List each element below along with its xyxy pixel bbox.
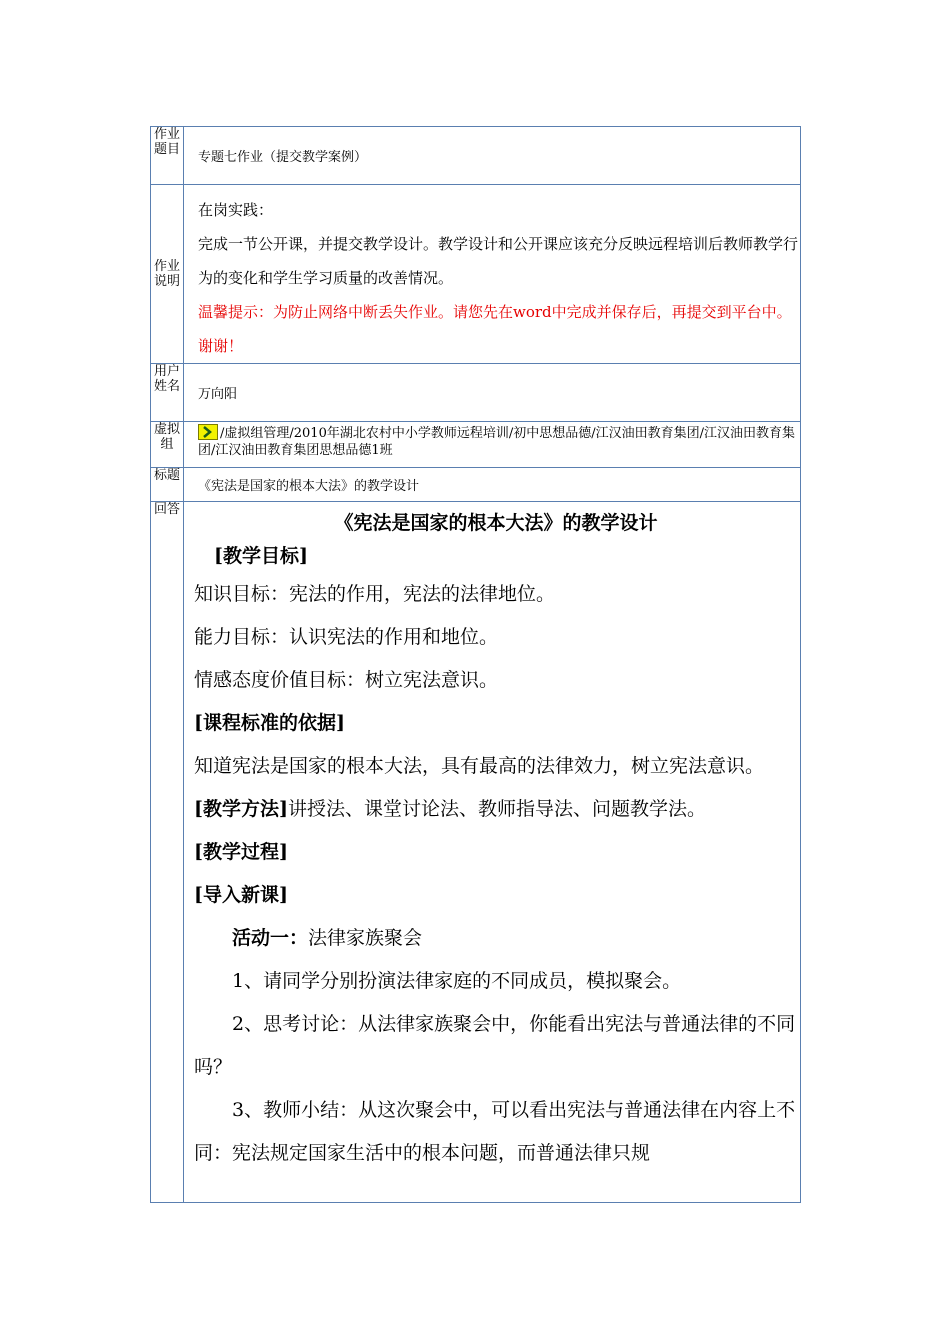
activity-step-1: 1、请同学分别扮演法律家庭的不同成员，模拟聚会。: [232, 970, 682, 992]
lesson-plan-title: 《宪法是国家的根本大法》的教学设计: [334, 512, 658, 534]
teaching-method: [194, 788, 798, 831]
assignment-description-row: [151, 185, 801, 364]
user-name-value: 万向阳: [184, 364, 801, 422]
teaching-method-text: 讲授法、课堂讨论法、教师指导法、问题教学法。: [287, 798, 706, 820]
assignment-title-value: 专题七作业（提交教学案例）: [184, 127, 801, 185]
activity-step-3: 3、教师小结：从这次聚会中，可以看出宪法与普通法律在内容上不同：宪法规定国家生活中的根本问题，而普通法律只规: [194, 1099, 796, 1164]
knowledge-goal: 知识目标：宪法的作用，宪法的法律地位。: [194, 583, 556, 605]
virtual-group-value: [184, 422, 801, 468]
assignment-description-label: 作业说明: [151, 185, 184, 364]
assignment-form-table: [150, 126, 801, 1203]
user-name-row: [151, 364, 801, 422]
user-name-label: 用户姓名: [151, 364, 184, 422]
activity-one-name: 法律家族聚会: [308, 927, 423, 949]
heading-row: [151, 468, 801, 502]
save-warning-text: 温馨提示：为防止网络中断丢失作业。请您先在word中完成并保存后，再提交到平台中。谢谢！: [198, 303, 792, 355]
heading-label: 标题: [151, 468, 184, 502]
answer-label: 回答: [151, 502, 184, 1203]
ability-goal: 能力目标：认识宪法的作用和地位。: [194, 626, 499, 648]
activity-one-title: 活动一：: [232, 927, 309, 949]
assignment-title-label: 作业题目: [151, 127, 184, 185]
virtual-group-label: 虚拟组: [151, 422, 184, 468]
activity-step-2: 2、思考讨论：从法律家族聚会中，你能看出宪法与普通法律的不同吗？: [194, 1013, 796, 1078]
intro-heading: [194, 874, 798, 917]
virtual-group-row: [151, 422, 801, 468]
answer-row: [151, 502, 801, 1203]
answer-content: [184, 502, 801, 1203]
curriculum-standard-text: 知道宪法是国家的根本大法，具有最高的法律效力，树立宪法意识。: [194, 755, 765, 777]
description-line: 在岗实践：: [198, 201, 274, 219]
group-folder-icon[interactable]: [198, 424, 218, 440]
emotion-goal: 情感态度价值目标：树立宪法意识。: [194, 669, 499, 691]
teaching-goal-heading: [教学目标]: [214, 545, 308, 567]
teaching-process-heading-text: [教学过程]: [194, 841, 288, 863]
lesson-plan-body: [194, 502, 798, 1202]
curriculum-standard-heading-text: [课程标准的依据]: [194, 712, 345, 734]
teaching-method-heading: [教学方法]: [194, 798, 288, 820]
virtual-group-path: /虚拟组管理/2010年湖北农村中小学教师远程培训/初中思想品德/江汉油田教育集团/江汉油田教育集团/江汉油田教育集团思想品德1班: [198, 426, 795, 458]
activity-one: [194, 917, 798, 960]
description-line: 完成一节公开课，并提交教学设计。教学设计和公开课应该充分反映远程培训后教师教学行为的变化和学生学习质量的改善情况。: [198, 235, 799, 287]
heading-value: 《宪法是国家的根本大法》的教学设计: [184, 468, 801, 502]
teaching-process-heading: [194, 831, 798, 874]
assignment-description-value: [184, 185, 801, 364]
curriculum-standard-heading: [194, 702, 798, 745]
intro-heading-text: [导入新课]: [194, 884, 288, 906]
assignment-title-row: [151, 127, 801, 185]
